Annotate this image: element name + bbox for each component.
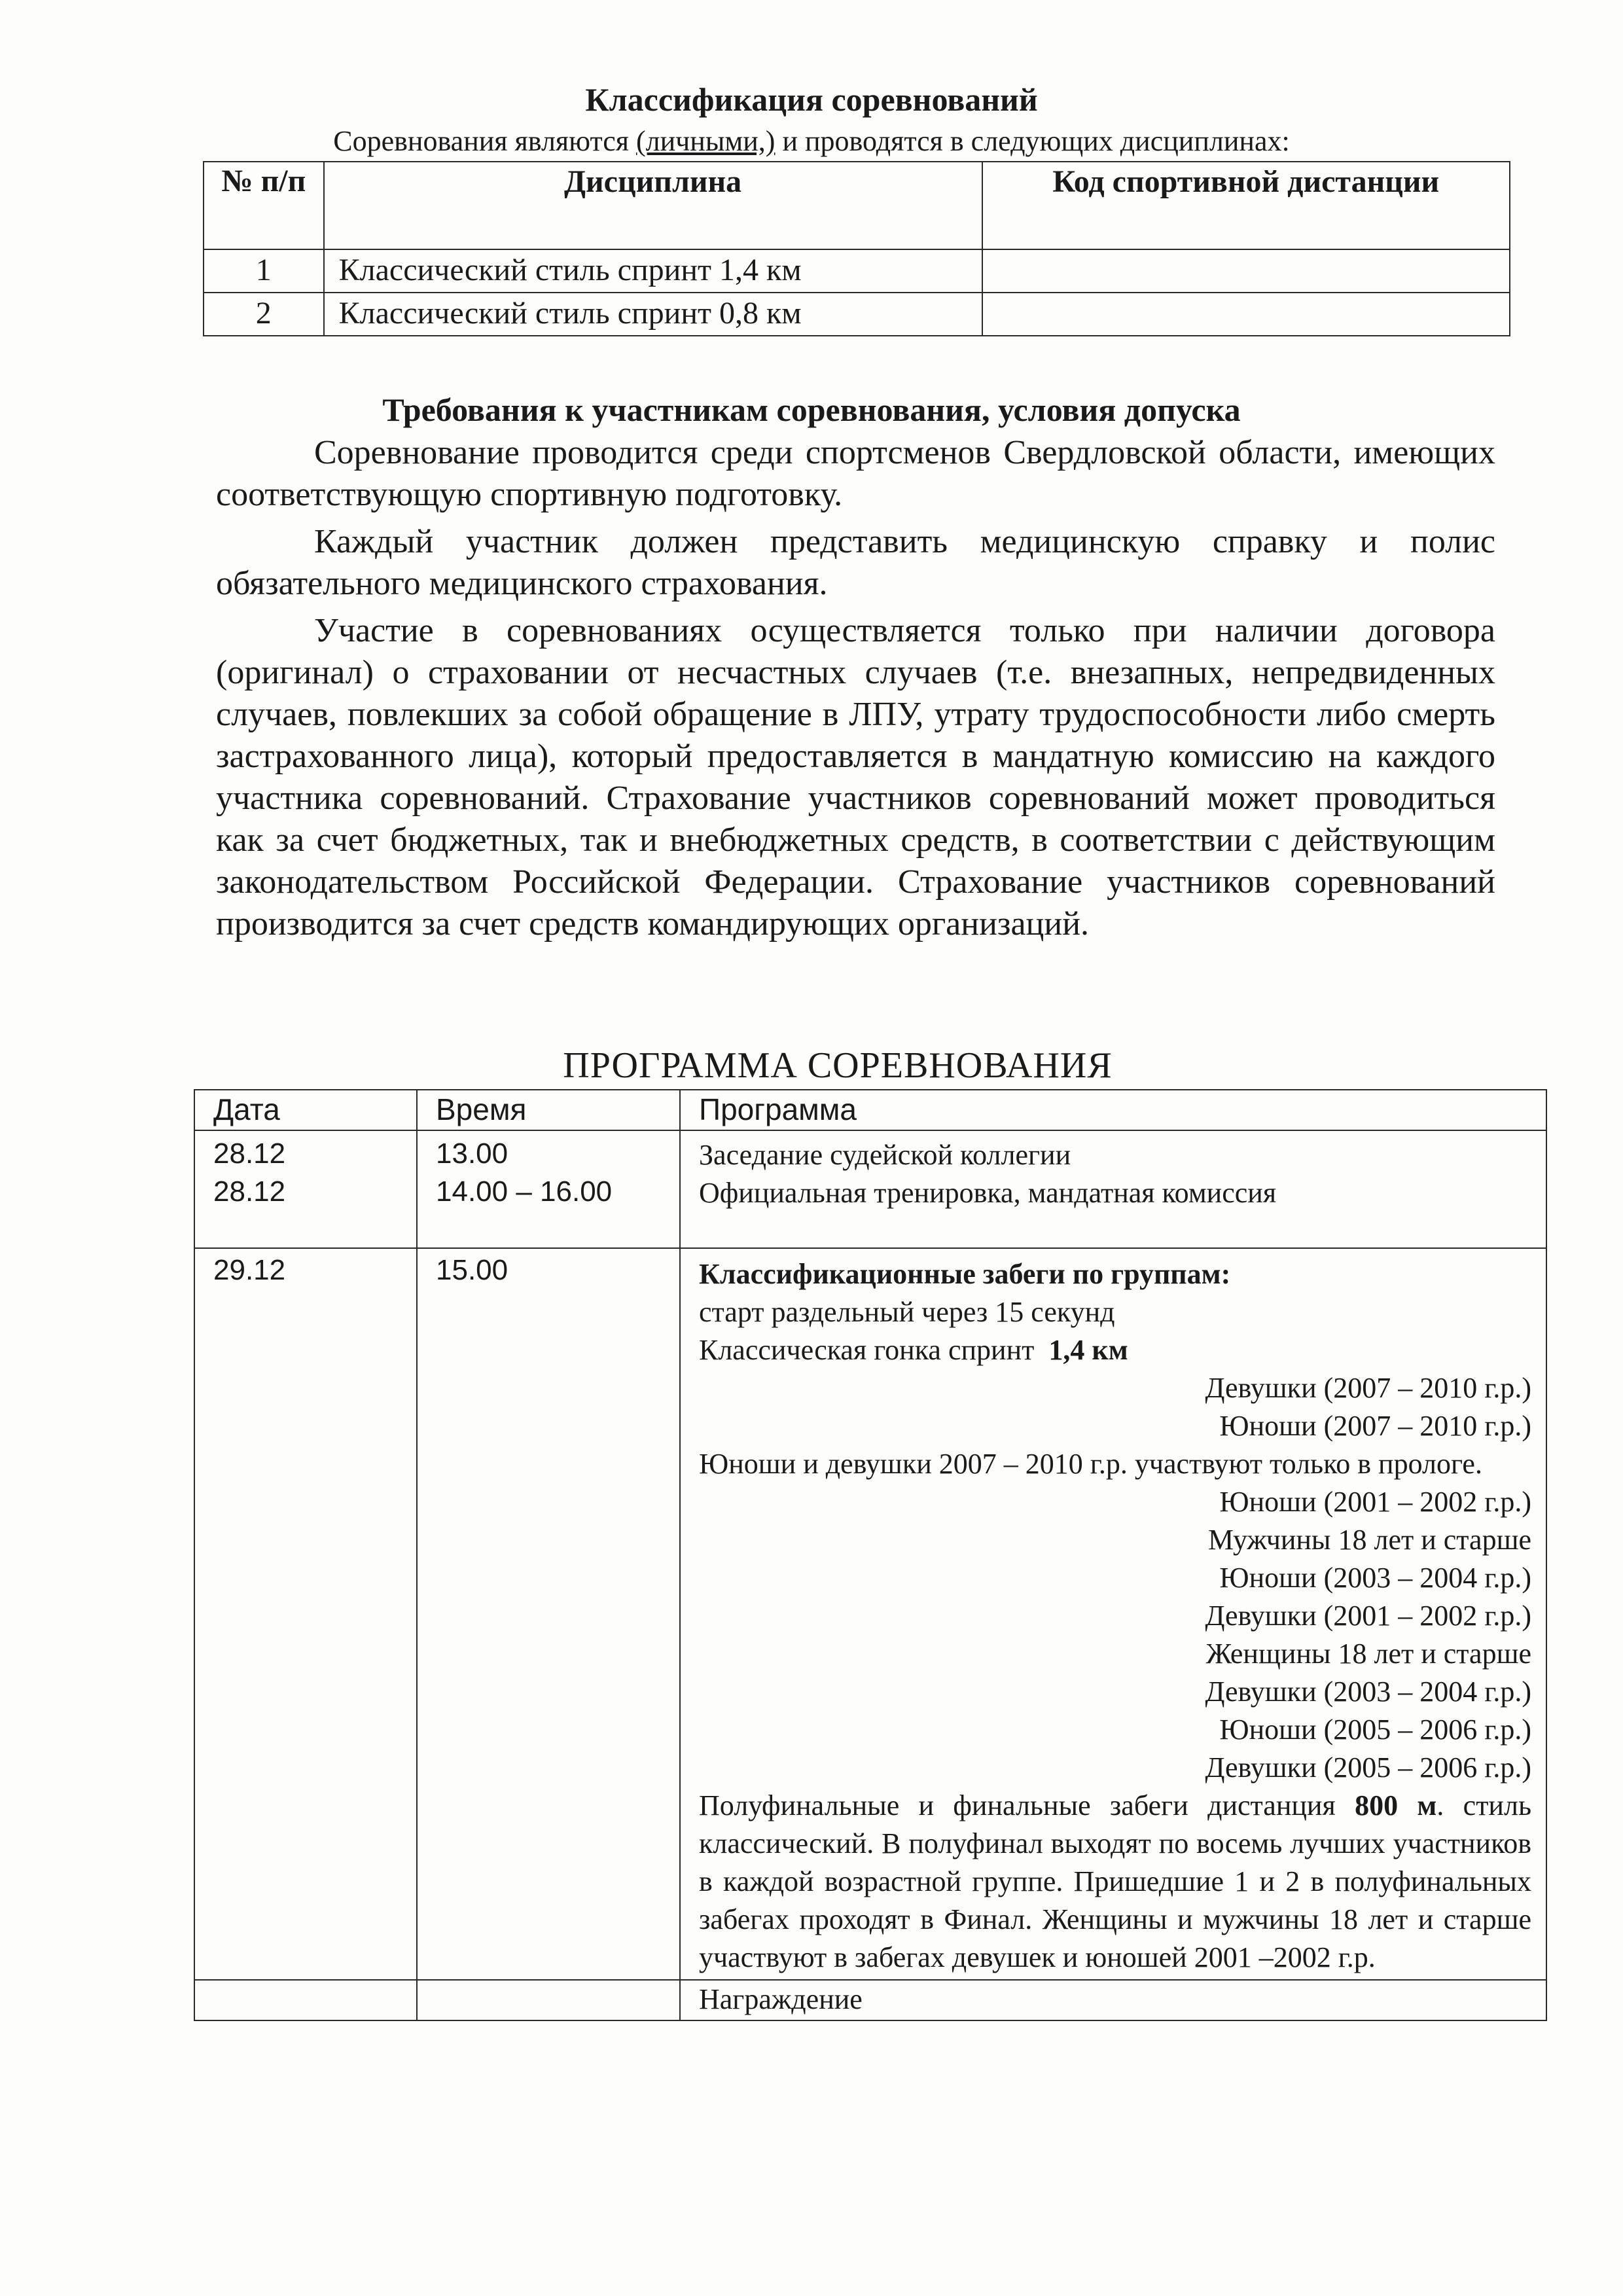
day1-time-1: 13.00 <box>436 1138 508 1170</box>
group-line: Девушки (2003 – 2004 г.р.) <box>1205 1676 1531 1708</box>
day2-program <box>680 1248 1546 1980</box>
requirements-paragraph-3 <box>216 610 1495 945</box>
group-line: Девушки (2001 – 2002 г.р.) <box>1205 1600 1531 1632</box>
row-num: 2 <box>204 293 324 336</box>
program-row-day1 <box>194 1130 1546 1248</box>
day2-heading <box>699 1255 1531 1293</box>
day1-date-2: 28.12 <box>213 1175 286 1208</box>
award-program: Награждение <box>680 1980 1546 2020</box>
final-text-before: Полуфинальные и финальные забеги дистанция <box>699 1789 1336 1821</box>
day2-race-text: Классическая гонка спринт <box>699 1334 1035 1366</box>
group-line: Юноши (2005 – 2006 г.р.) <box>1219 1713 1531 1746</box>
award-date <box>194 1980 417 2020</box>
row-discipline: Классический стиль спринт 0,8 км <box>324 293 982 336</box>
day1-time-2: 14.00 – 16.00 <box>436 1175 613 1208</box>
classification-title: Классификация соревнований <box>585 81 1038 118</box>
header-date: Дата <box>194 1090 417 1130</box>
requirements-p2-text: Каждый участник должен представить медицинскую справку и полис обязательного медицинского страхования. <box>216 523 1495 602</box>
disciplines-table <box>203 161 1510 336</box>
day1-times <box>417 1130 680 1248</box>
day2-time: 15.00 <box>417 1248 680 1980</box>
day2-race-distance: 1,4 км <box>1048 1334 1128 1366</box>
group-line: Женщины 18 лет и старше <box>1205 1638 1531 1670</box>
day1-date-1: 28.12 <box>213 1138 286 1170</box>
subtitle-before: Соревнования являются <box>333 125 629 157</box>
row-code <box>982 249 1510 293</box>
header-num: № п/п <box>204 162 324 249</box>
requirements-p1-text: Соревнование проводится среди спортсменов Свердловской области, имеющих соответствующую спортивную подготовку. <box>216 434 1495 513</box>
header-discipline: Дисциплина <box>324 162 982 249</box>
header-program: Программа <box>680 1090 1546 1130</box>
final-text-after: . стиль классический. В полуфинал выходят по восемь лучших участников в каждой возрастной группе. Пришедшие 1 и 2 в полуфинальных забегах проходят в Финал. Женщины и мужчины 18 лет и старше участвуют в забегах девушек и юношей 2001 –2002 г.р. <box>699 1789 1532 1973</box>
day1-program <box>680 1130 1546 1248</box>
header-code: Код спортивной дистанции <box>982 162 1510 249</box>
header-time: Время <box>417 1090 680 1130</box>
group-line: Мужчины 18 лет и старше <box>1207 1524 1531 1556</box>
group-line: Девушки (2007 – 2010 г.р.) <box>1205 1372 1531 1404</box>
program-header-row <box>194 1090 1546 1130</box>
final-distance: 800 м <box>1355 1789 1437 1821</box>
program-row-award <box>194 1980 1546 2020</box>
day2-heading-text: Классификационные забеги по группам: <box>699 1258 1231 1290</box>
requirements-p3-text: Участие в соревнованиях осуществляется только при наличии договора (оригинал) о страховании от несчастных случаев (т.е. внезапных, непредвиденных случаев, повлекших за собой обращение в ЛПУ, утрату трудоспособности либо смерть застрахованного лица), который предоставляется в мандатную комиссию на каждого участника соревнований. Страхование участников соревнований может проводиться как за счет бюджетных, так и внебюджетных средств, в соответствии с действующим законодательством Российской Федерации. Страхование участников соревнований производится за счет средств командирующих организаций. <box>216 612 1495 942</box>
row-discipline: Классический стиль спринт 1,4 км <box>324 249 982 293</box>
requirements-paragraph-2 <box>216 521 1495 605</box>
group-line: Юноши (2003 – 2004 г.р.) <box>1219 1562 1531 1594</box>
day2-date: 29.12 <box>194 1248 417 1980</box>
program-row-day2 <box>194 1248 1546 1980</box>
row-code <box>982 293 1510 336</box>
disciplines-header-row <box>204 162 1510 249</box>
group-line: Девушки (2005 – 2006 г.р.) <box>1205 1751 1531 1784</box>
requirements-title: Требования к участникам соревнования, условия допуска <box>382 391 1241 428</box>
day1-item-2: Официальная тренировка, мандатная комиссия <box>699 1177 1277 1209</box>
group-line: Юноши (2001 – 2002 г.р.) <box>1219 1486 1531 1518</box>
program-table <box>194 1089 1547 2021</box>
requirements-paragraph-1 <box>216 432 1495 516</box>
group-line: Юноши (2007 – 2010 г.р.) <box>1219 1410 1531 1442</box>
day1-dates <box>194 1130 417 1248</box>
classification-subtitle <box>0 124 1623 158</box>
award-time <box>417 1980 680 2020</box>
day1-item-1: Заседание судейской коллегии <box>699 1139 1071 1171</box>
day2-start: старт раздельный через 15 секунд <box>699 1296 1115 1328</box>
table-row <box>204 249 1510 293</box>
day2-note: Юноши и девушки 2007 – 2010 г.р. участвуют только в прологе. <box>699 1448 1482 1480</box>
day2-final-text <box>699 1787 1531 1977</box>
subtitle-type: (личными,) <box>636 125 776 157</box>
day2-race <box>699 1331 1531 1369</box>
row-num: 1 <box>204 249 324 293</box>
subtitle-after: и проводятся в следующих дисциплинах: <box>782 125 1290 157</box>
program-title: ПРОГРАММА СОРЕВНОВАНИЯ <box>563 1045 1113 1086</box>
table-row <box>204 293 1510 336</box>
